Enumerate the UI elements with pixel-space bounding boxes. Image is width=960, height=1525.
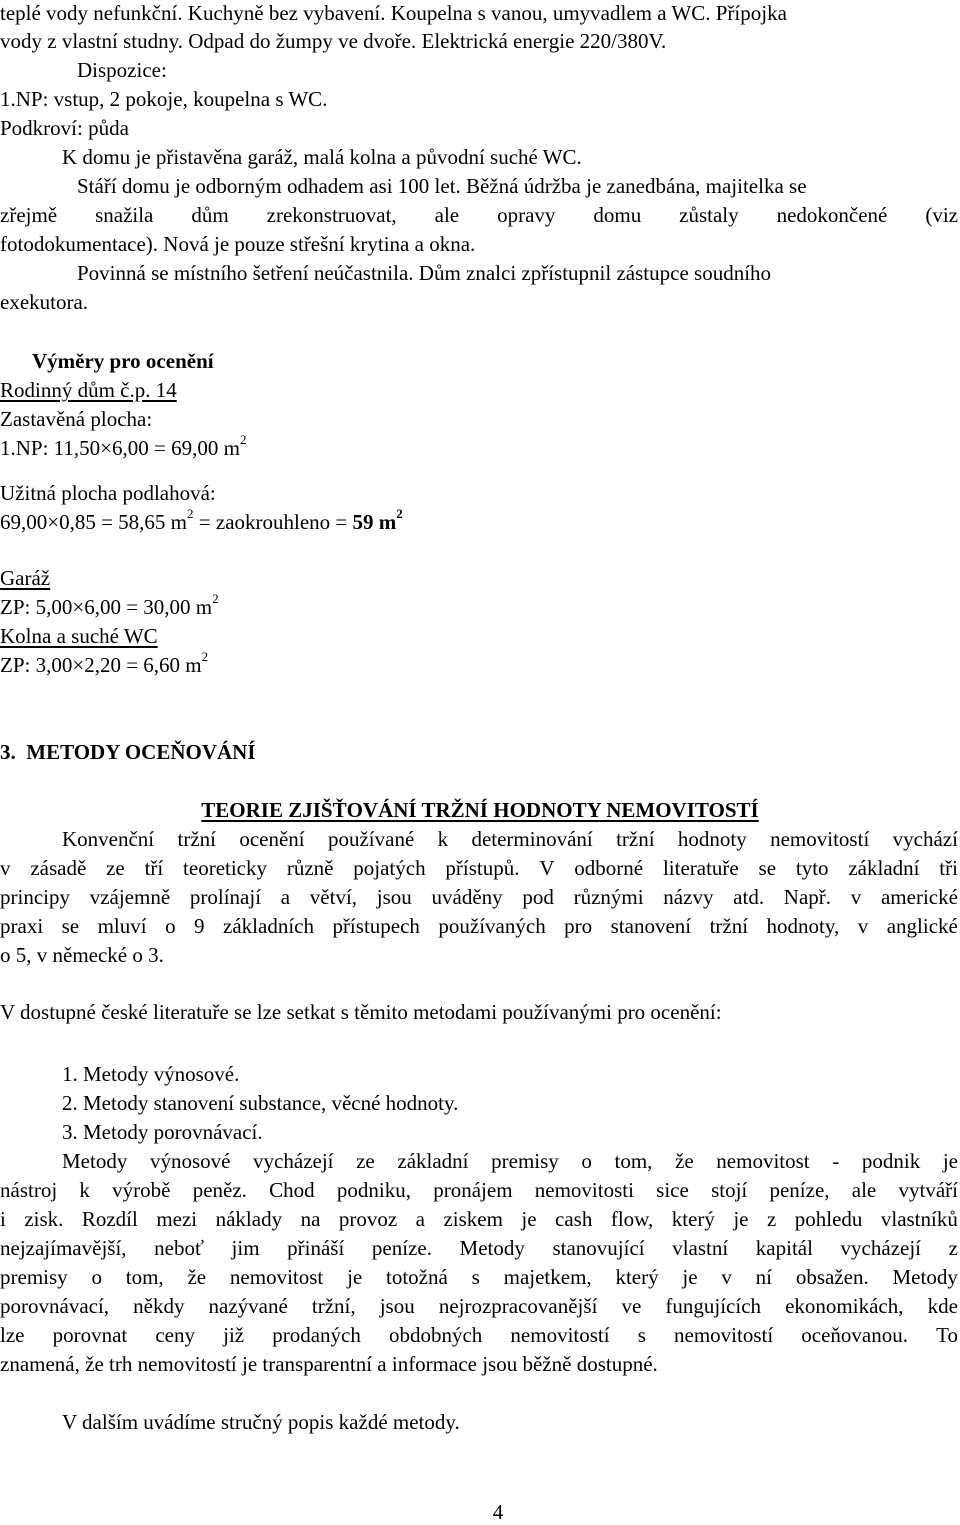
word: nemovitostí: [510, 1323, 610, 1347]
word: fungujících: [665, 1294, 762, 1318]
word: dům: [191, 203, 229, 227]
word: různými: [573, 885, 644, 909]
paragraph-line: [0, 1176, 958, 1205]
word: hodnoty: [677, 827, 747, 851]
word: prodaných: [272, 1323, 361, 1347]
word: nedokončené: [776, 203, 888, 227]
word: že: [187, 1265, 207, 1289]
word: zisk.: [24, 1207, 64, 1231]
word: výrobě: [112, 1178, 171, 1202]
section-heading: 3. METODY OCEŇOVÁNÍ: [0, 740, 256, 764]
word: mluví: [97, 914, 147, 938]
word: v: [721, 1265, 732, 1289]
page-number: 4: [492, 1500, 504, 1524]
word: je: [942, 1149, 958, 1173]
word: stanovující: [552, 1236, 645, 1260]
word: o: [581, 1149, 592, 1173]
word: porovnávací,: [0, 1294, 110, 1318]
paragraph-line: [0, 1263, 958, 1292]
paragraph-line: [0, 1321, 958, 1350]
word: zásadě: [30, 856, 87, 880]
word: ekonomikách,: [785, 1294, 904, 1318]
word: Metody: [892, 1265, 958, 1289]
word: pro: [564, 914, 593, 938]
word: vycházejí: [840, 1236, 921, 1260]
word: přináší: [287, 1236, 345, 1260]
paragraph-line: [0, 854, 958, 883]
word: ze: [356, 1149, 375, 1173]
uzitna-plocha-calc: 69,00×0,85 = 58,65 $m^2$ = zaokrouhleno = 59 $m^2$: [0, 506, 403, 534]
dispozice-garaz: K domu je přistavěna garáž, malá kolna a původní suché WC.: [62, 145, 582, 169]
stav-line: fotodokumentace). Nová je pouze střešní krytina a okna.: [0, 232, 476, 256]
word: tržní,: [311, 1294, 356, 1318]
word: To: [936, 1323, 958, 1347]
word: Konvenční: [62, 827, 155, 851]
word: používaných: [438, 914, 546, 938]
word: totožná: [386, 1265, 448, 1289]
zastavena-plocha-label: Zastavěná plocha:: [0, 407, 153, 431]
word: jsou: [376, 885, 412, 909]
word: kde: [927, 1294, 958, 1318]
word: jim: [231, 1236, 260, 1260]
word: větví,: [309, 885, 358, 909]
word: podniku,: [336, 1178, 411, 1202]
word: literatuře: [662, 856, 739, 880]
word: peníze.: [371, 1236, 432, 1260]
word: oceňovanou.: [801, 1323, 908, 1347]
garaz-calc: ZP: 5,00×6,00 = 30,00 $m^2$: [0, 591, 219, 619]
word: -: [832, 1149, 840, 1173]
word: determinování: [471, 827, 593, 851]
paragraph-line: V dalším uvádíme stručný popis každé metody.: [62, 1410, 460, 1434]
word: nemovitost: [716, 1149, 810, 1173]
word: hodnoty,: [766, 914, 840, 938]
word: pod: [522, 885, 554, 909]
word: anglické: [886, 914, 958, 938]
word: přístupech: [332, 914, 420, 938]
list-item: 1. Metody výnosové.: [62, 1062, 240, 1086]
word: ze: [106, 856, 125, 880]
list-item: 3. Metody porovnávací.: [62, 1120, 263, 1144]
word: pojatých: [353, 856, 426, 880]
word: premisy: [491, 1149, 559, 1173]
word: porovnat: [52, 1323, 128, 1347]
word: podnik: [861, 1149, 921, 1173]
word: z: [766, 1207, 777, 1231]
word: tom,: [125, 1265, 164, 1289]
word: se: [61, 914, 80, 938]
dispozice-podkrovi: Podkroví: půda: [0, 116, 129, 140]
word: zůstaly: [679, 203, 739, 227]
word: odborné: [574, 856, 644, 880]
word: i: [0, 1207, 6, 1231]
vymery-heading: Výměry pro ocenění: [32, 349, 214, 373]
word: principy: [0, 885, 70, 909]
word: neboť: [154, 1236, 204, 1260]
word: nazývané: [208, 1294, 288, 1318]
word: nemovitostí: [674, 1323, 774, 1347]
word: zrekonstruovat,: [266, 203, 397, 227]
word: nejrozpracovanější: [438, 1294, 598, 1318]
word: vycházejí: [253, 1149, 334, 1173]
paragraph-line: [0, 912, 958, 941]
word: v: [0, 856, 11, 880]
word: základních: [223, 914, 314, 938]
word: z: [948, 1236, 958, 1260]
word: mezi: [156, 1207, 198, 1231]
word: který: [671, 1207, 715, 1231]
paragraph-line: [0, 1234, 958, 1263]
paragraph-line: [62, 825, 958, 854]
word: základní: [397, 1149, 469, 1173]
setreni-line: Povinná se místního šetření neúčastnila. Dům znalci zpřístupnil zástupce soudního: [77, 261, 772, 285]
list-item: 2. Metody stanovení substance, věcné hodnoty.: [62, 1091, 459, 1115]
word: kapitál: [755, 1236, 813, 1260]
word: lze: [0, 1323, 25, 1347]
rodinny-dum-title: Rodinný dům č.p. 14: [0, 378, 177, 402]
word: stojí: [711, 1178, 748, 1202]
paragraph-line: vody z vlastní studny. Odpad do žumpy ve dvoře. Elektrická energie 220/380V.: [0, 29, 667, 53]
uzitna-plocha-label: Užitná plocha podlahová:: [0, 481, 216, 505]
word: uváděny: [431, 885, 503, 909]
word: tyto: [795, 856, 829, 880]
zastavena-plocha-calc: 1.NP: 11,50×6,00 = 69,00 $m^2$: [0, 432, 247, 460]
word: peníze,: [769, 1178, 830, 1202]
word: s: [471, 1265, 480, 1289]
word: majetkem,: [503, 1265, 592, 1289]
paragraph-line: [0, 1292, 958, 1321]
setreni-line: exekutora.: [0, 290, 89, 314]
word: pronájem: [433, 1178, 513, 1202]
paragraph-line: o 5, v německé o 3.: [0, 943, 164, 967]
word: k: [437, 827, 449, 851]
word: Chod: [269, 1178, 315, 1202]
word: k: [79, 1178, 90, 1202]
word: názvy: [663, 885, 714, 909]
kolna-title: Kolna a suché WC: [0, 624, 158, 648]
word: obdobných: [388, 1323, 483, 1347]
word: tom,: [614, 1149, 653, 1173]
garaz-title: Garáž: [0, 566, 51, 590]
word: ve: [621, 1294, 642, 1318]
word: náklady: [215, 1207, 283, 1231]
word: již: [223, 1323, 245, 1347]
word: ziskem: [443, 1207, 503, 1231]
word: a: [415, 1207, 425, 1231]
word: flow,: [610, 1207, 654, 1231]
word: vzájemně: [89, 885, 171, 909]
word: cash: [555, 1207, 593, 1231]
paragraph-line: teplé vody nefunkční. Kuchyně bez vybavení. Koupelna s vanou, umyvadlem a WC. Přípojka: [0, 1, 787, 25]
word: výnosové: [149, 1149, 231, 1173]
word: přístupů.: [445, 856, 520, 880]
word: je: [682, 1265, 698, 1289]
word: je: [733, 1207, 749, 1231]
word: jsou: [379, 1294, 415, 1318]
word: je: [521, 1207, 537, 1231]
word: vlastníků: [880, 1207, 958, 1231]
word: na: [300, 1207, 321, 1231]
word: s: [637, 1323, 646, 1347]
word: používané: [327, 827, 415, 851]
word: (viz: [925, 203, 958, 227]
word: někdy: [133, 1294, 185, 1318]
word: vychází: [892, 827, 958, 851]
dispozice-1np: 1.NP: vstup, 2 pokoje, koupelna s WC.: [0, 87, 328, 111]
word: domu: [593, 203, 642, 227]
word: atd.: [733, 885, 765, 909]
word: o: [165, 914, 176, 938]
word: praxi: [0, 914, 44, 938]
word: Např.: [783, 885, 832, 909]
dispozice-label: Dispozice:: [77, 58, 167, 82]
word: v: [850, 885, 862, 909]
word: vytváří: [898, 1178, 958, 1202]
word: Metody: [62, 1149, 128, 1173]
word: Rozdíl: [81, 1207, 138, 1231]
word: prolínají: [189, 885, 262, 909]
word: opravy: [497, 203, 556, 227]
word: je: [347, 1265, 363, 1289]
word: peněz.: [192, 1178, 247, 1202]
word: základní: [848, 856, 920, 880]
word: 9: [194, 914, 205, 938]
paragraph-line: [0, 883, 958, 912]
word: v: [857, 914, 869, 938]
word: zřejmě: [0, 203, 58, 227]
word: ale: [434, 203, 460, 227]
kolna-calc: ZP: 3,00×2,20 = 6,60 $m^2$: [0, 649, 209, 677]
word: vlastní: [672, 1236, 729, 1260]
word: nástroj: [0, 1178, 58, 1202]
word: a: [280, 885, 291, 909]
word: tři: [939, 856, 958, 880]
word: sice: [656, 1178, 689, 1202]
word: Metody: [459, 1236, 525, 1260]
word: se: [758, 856, 777, 880]
word: tržní: [616, 827, 655, 851]
word: nejzajímavější,: [0, 1236, 127, 1260]
word: ale: [851, 1178, 877, 1202]
word: tří: [144, 856, 164, 880]
word: tržní: [177, 827, 216, 851]
word: ní: [755, 1265, 773, 1289]
paragraph-line: [62, 1147, 958, 1176]
word: stanovení: [610, 914, 692, 938]
paragraph-line: [0, 1205, 958, 1234]
word: nemovitostí: [770, 827, 870, 851]
word: premisy: [0, 1265, 68, 1289]
word: nemovitosti: [534, 1178, 634, 1202]
word: provoz: [338, 1207, 398, 1231]
word: o: [91, 1265, 102, 1289]
word: že: [675, 1149, 694, 1173]
word: různě: [286, 856, 334, 880]
word: americké: [880, 885, 958, 909]
word: ocenění: [239, 827, 305, 851]
paragraph-line: V dostupné české literatuře se lze setkat s těmito metodami používanými pro ocenění:: [0, 1000, 722, 1024]
word: který: [615, 1265, 659, 1289]
stav-line: [0, 201, 958, 230]
word: obsažen.: [795, 1265, 869, 1289]
word: pohledu: [794, 1207, 863, 1231]
word: V: [539, 856, 555, 880]
word: teoreticky: [183, 856, 268, 880]
stav-line: Stáří domu je odborným odhadem asi 100 let. Běžná údržba je zanedbána, majitelka se: [77, 174, 807, 198]
word: ceny: [155, 1323, 196, 1347]
section-subheading: TEORIE ZJIŠŤOVÁNÍ TRŽNÍ HODNOTY NEMOVITOSTÍ: [201, 798, 759, 822]
word: nemovitost: [229, 1265, 324, 1289]
word: snažila: [95, 203, 154, 227]
paragraph-line: znamená, že trh nemovitostí je transparentní a informace jsou běžně dostupné.: [0, 1352, 658, 1376]
word: tržní: [709, 914, 749, 938]
